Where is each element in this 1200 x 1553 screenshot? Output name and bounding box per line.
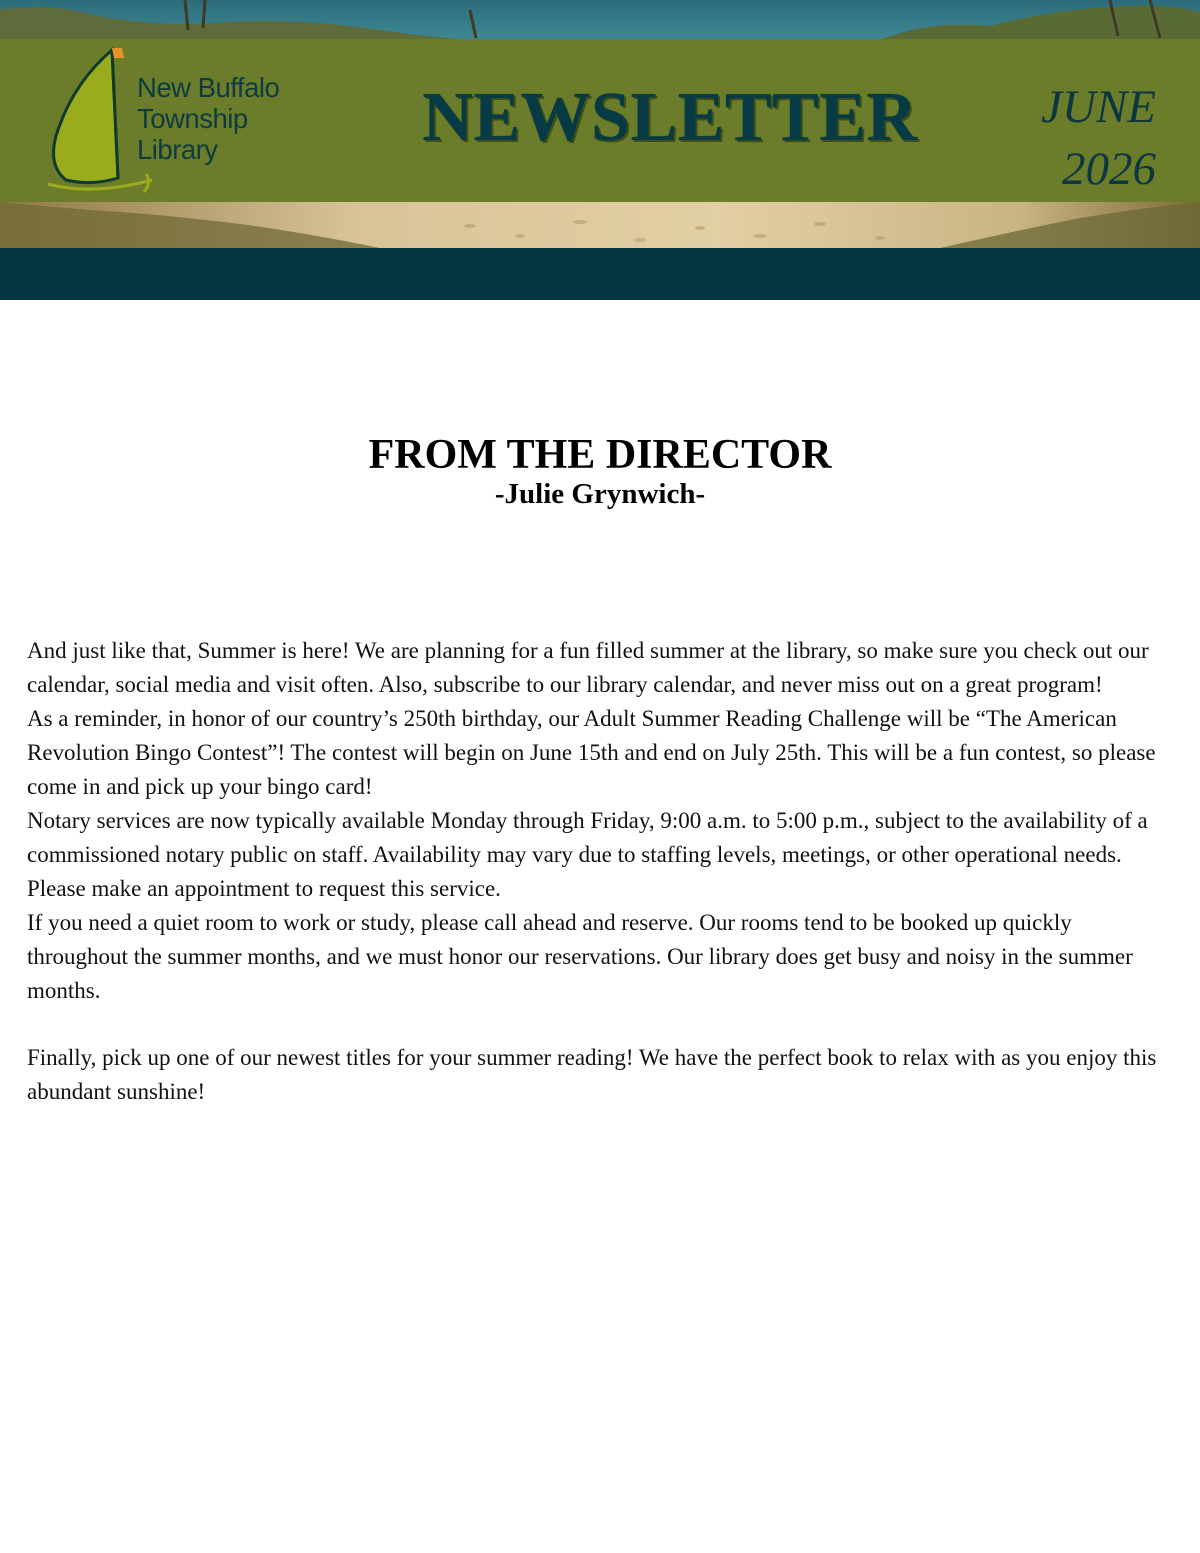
article-paragraph: Notary services are now typically available Monday through Friday, 9:00 a.m. to 5:00 p.m., subject to the availability of a commissioned notary public on staff. Availability may vary due to staffing levels, meetings, or other operational needs. Please make an appointment to request this service. <box>27 808 1148 901</box>
library-name-line: Library <box>137 134 218 165</box>
article-body <box>27 634 1177 1109</box>
library-name-line: New Buffalo <box>137 72 280 103</box>
library-name-line: Township <box>137 103 248 134</box>
article-title: FROM THE DIRECTOR <box>368 432 832 478</box>
article-paragraph: And just like that, Summer is here! We are planning for a fun filled summer at the library, so make sure you check out our calendar, social media and visit often. Also, subscribe to our library calendar, and never miss out on a great program! <box>27 638 1149 697</box>
article-byline: -Julie Grynwich- <box>494 478 706 510</box>
article-paragraph: As a reminder, in honor of our country’s 250th birthday, our Adult Summer Reading Challenge will be “The American Revolution Bingo Contest”! The contest will begin on June 15th and end on July 25th. This will be a fun contest, so please come in and pick up your bingo card! <box>27 706 1156 799</box>
library-name <box>137 72 367 165</box>
newsletter-title: NEWSLETTER <box>422 79 918 156</box>
article-paragraph: Finally, pick up one of our newest titles for your summer reading! We have the perfect book to relax with as you enjoy this abundant sunshine! <box>27 1045 1157 1104</box>
issue-month: JUNE <box>1041 81 1156 133</box>
issue-year: 2026 <box>1062 143 1156 195</box>
newsletter-banner <box>0 0 1200 300</box>
article-paragraph: If you need a quiet room to work or study, please call ahead and reserve. Our rooms tend to be booked up quickly throughout the summer months, and we must honor our reservations. Our library does get busy and noisy in the summer months. <box>27 910 1133 1003</box>
article-heading <box>0 432 1200 510</box>
banner-navy-band <box>0 248 1200 300</box>
issue-date <box>990 76 1156 200</box>
